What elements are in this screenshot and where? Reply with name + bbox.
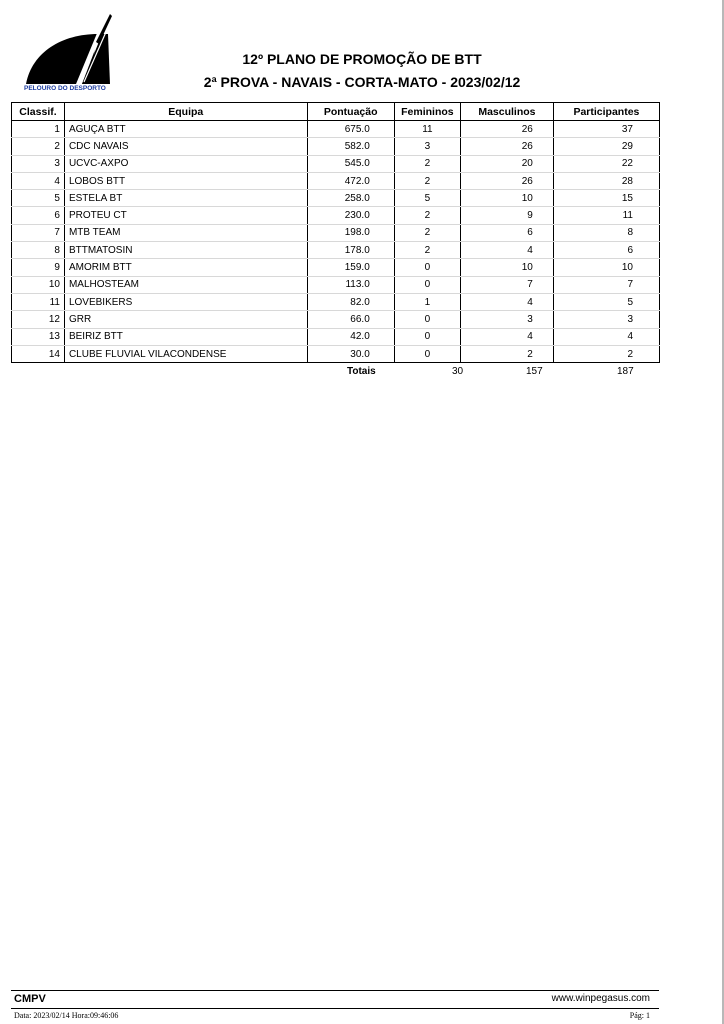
points-cell: 675.0 — [307, 121, 394, 138]
male-cell: 4 — [461, 328, 554, 345]
team-cell: MALHOSTEAM — [64, 276, 307, 293]
male-cell: 4 — [461, 293, 554, 310]
table-row — [12, 345, 660, 362]
female-cell: 2 — [394, 172, 460, 189]
male-cell: 9 — [461, 207, 554, 224]
male-cell: 10 — [461, 259, 554, 276]
rank-cell: 13 — [12, 328, 65, 345]
team-cell: BEIRIZ BTT — [64, 328, 307, 345]
female-cell: 0 — [394, 328, 460, 345]
points-cell: 42.0 — [307, 328, 394, 345]
participants-cell: 3 — [553, 311, 659, 328]
rank-cell: 8 — [12, 242, 65, 259]
column-header-male: Masculinos — [461, 103, 554, 121]
table-row — [12, 190, 660, 207]
totals-female: 30 — [452, 366, 464, 377]
table-row — [12, 242, 660, 259]
points-cell: 30.0 — [307, 345, 394, 362]
team-cell: LOBOS BTT — [64, 172, 307, 189]
team-cell: AMORIM BTT — [64, 259, 307, 276]
column-header-team: Equipa — [64, 103, 307, 121]
female-cell: 1 — [394, 293, 460, 310]
female-cell: 2 — [394, 207, 460, 224]
male-cell: 26 — [461, 172, 554, 189]
participants-cell: 28 — [553, 172, 659, 189]
rank-cell: 3 — [12, 155, 65, 172]
totals-label: Totais — [347, 366, 376, 377]
male-cell: 4 — [461, 242, 554, 259]
participants-cell: 4 — [553, 328, 659, 345]
team-cell: AGUÇA BTT — [64, 121, 307, 138]
male-cell: 26 — [461, 138, 554, 155]
male-cell: 2 — [461, 345, 554, 362]
table-row — [12, 155, 660, 172]
male-cell: 3 — [461, 311, 554, 328]
footer-divider-top — [11, 990, 659, 991]
points-cell: 545.0 — [307, 155, 394, 172]
column-header-points: Pontuação — [307, 103, 394, 121]
rank-cell: 14 — [12, 345, 65, 362]
logo-caption: PELOURO DO DESPORTO — [24, 85, 106, 92]
table-row — [12, 172, 660, 189]
column-header-rank: Classif. — [12, 103, 65, 121]
female-cell: 11 — [394, 121, 460, 138]
points-cell: 82.0 — [307, 293, 394, 310]
points-cell: 258.0 — [307, 190, 394, 207]
female-cell: 0 — [394, 311, 460, 328]
rank-cell: 2 — [12, 138, 65, 155]
table-row — [12, 224, 660, 241]
table-row — [12, 138, 660, 155]
rank-cell: 6 — [12, 207, 65, 224]
points-cell: 159.0 — [307, 259, 394, 276]
female-cell: 2 — [394, 242, 460, 259]
report-subtitle: 2ª PROVA - NAVAIS - CORTA-MATO - 2023/02/12 — [203, 74, 521, 90]
female-cell: 3 — [394, 138, 460, 155]
team-cell: CDC NAVAIS — [64, 138, 307, 155]
rank-cell: 12 — [12, 311, 65, 328]
footer-divider-bottom — [11, 1008, 659, 1009]
team-cell: UCVC-AXPO — [64, 155, 307, 172]
rank-cell: 11 — [12, 293, 65, 310]
footer-organization: CMPV — [14, 993, 46, 1005]
table-row — [12, 276, 660, 293]
team-cell: PROTEU CT — [64, 207, 307, 224]
column-header-female: Femininos — [394, 103, 460, 121]
rank-cell: 1 — [12, 121, 65, 138]
results-table — [11, 102, 660, 363]
participants-cell: 37 — [553, 121, 659, 138]
points-cell: 178.0 — [307, 242, 394, 259]
rank-cell: 9 — [12, 259, 65, 276]
male-cell: 20 — [461, 155, 554, 172]
team-cell: GRR — [64, 311, 307, 328]
table-row — [12, 207, 660, 224]
female-cell: 5 — [394, 190, 460, 207]
totals-participants: 187 — [617, 366, 634, 377]
team-cell: MTB TEAM — [64, 224, 307, 241]
participants-cell: 7 — [553, 276, 659, 293]
participants-cell: 5 — [553, 293, 659, 310]
footer-print-date: Data: 2023/02/14 Hora:09:46:06 — [14, 1011, 119, 1020]
participants-cell: 11 — [553, 207, 659, 224]
report-title: 12º PLANO DE PROMOÇÃO DE BTT — [242, 51, 482, 67]
rank-cell: 10 — [12, 276, 65, 293]
participants-cell: 2 — [553, 345, 659, 362]
table-row — [12, 293, 660, 310]
participants-cell: 10 — [553, 259, 659, 276]
male-cell: 26 — [461, 121, 554, 138]
table-row — [12, 259, 660, 276]
participants-cell: 15 — [553, 190, 659, 207]
male-cell: 6 — [461, 224, 554, 241]
totals-male: 157 — [526, 366, 543, 377]
participants-cell: 6 — [553, 242, 659, 259]
table-row — [12, 328, 660, 345]
participants-cell: 8 — [553, 224, 659, 241]
points-cell: 66.0 — [307, 311, 394, 328]
team-cell: BTTMATOSIN — [64, 242, 307, 259]
table-header-row — [12, 103, 660, 121]
points-cell: 113.0 — [307, 276, 394, 293]
table-row — [12, 121, 660, 138]
points-cell: 230.0 — [307, 207, 394, 224]
points-cell: 582.0 — [307, 138, 394, 155]
female-cell: 2 — [394, 155, 460, 172]
male-cell: 7 — [461, 276, 554, 293]
team-cell: ESTELA BT — [64, 190, 307, 207]
female-cell: 0 — [394, 259, 460, 276]
female-cell: 0 — [394, 345, 460, 362]
points-cell: 472.0 — [307, 172, 394, 189]
footer-page-number: Pág: 1 — [629, 1011, 650, 1020]
female-cell: 2 — [394, 224, 460, 241]
points-cell: 198.0 — [307, 224, 394, 241]
female-cell: 0 — [394, 276, 460, 293]
participants-cell: 22 — [553, 155, 659, 172]
table-row — [12, 311, 660, 328]
participants-cell: 29 — [553, 138, 659, 155]
rank-cell: 4 — [12, 172, 65, 189]
male-cell: 10 — [461, 190, 554, 207]
column-header-participants: Participantes — [553, 103, 659, 121]
rank-cell: 7 — [12, 224, 65, 241]
team-cell: CLUBE FLUVIAL VILACONDENSE — [64, 345, 307, 362]
footer-website: www.winpegasus.com — [551, 993, 650, 1004]
team-cell: LOVEBIKERS — [64, 293, 307, 310]
rank-cell: 5 — [12, 190, 65, 207]
